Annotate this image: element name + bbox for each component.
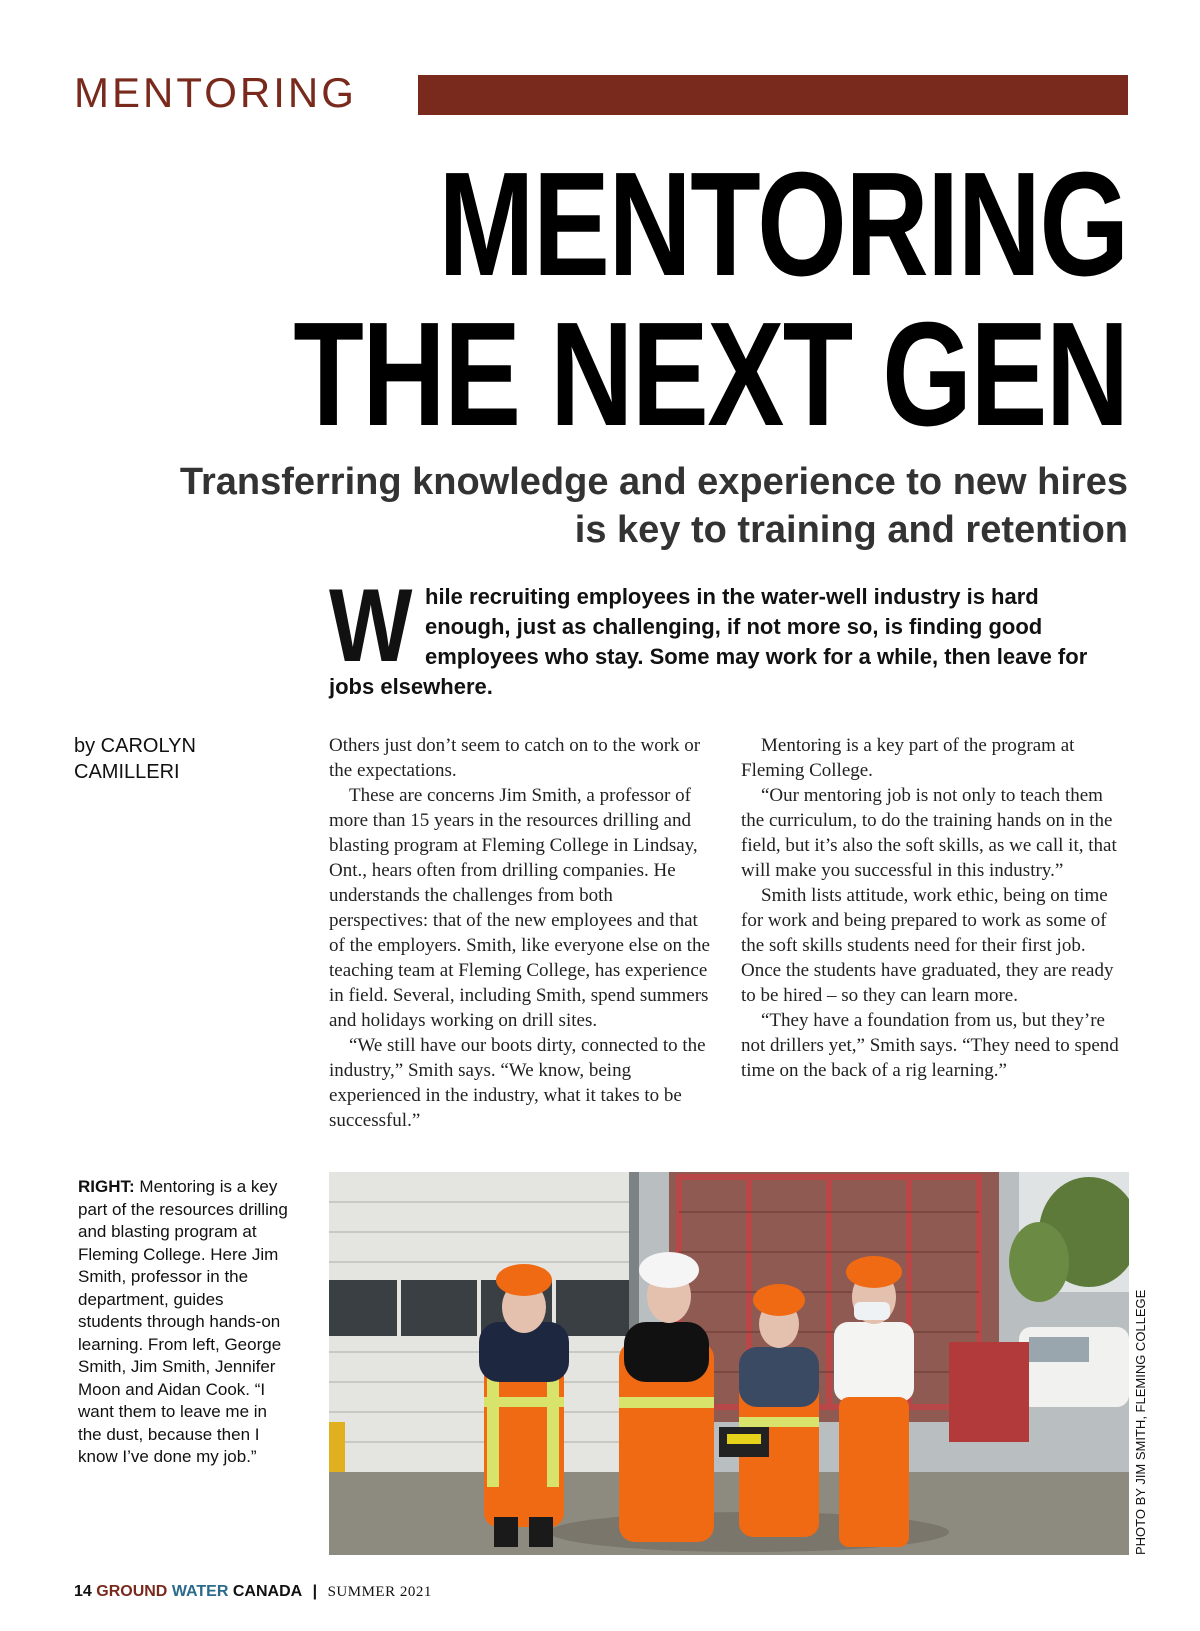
body-paragraph: Others just don’t seem to catch on to the work or the expectations. — [329, 735, 701, 781]
body-paragraph: “We still have our boots dirty, connected to the industry,” Smith says. “We know, being experienced in the industry, what it takes to be successful.” — [329, 1035, 706, 1131]
caption-lead: RIGHT: — [78, 1177, 135, 1196]
section-rule-bar — [418, 75, 1128, 115]
body-paragraph: These are concerns Jim Smith, a professor of more than 15 years in the resources drilling and blasting program at Fleming College in Lindsay, Ont., hears often from drilling companies. He understands the challenges from both perspectives: that of the new employees and that of the employers. Smith, like everyone else on the teaching team at Fleming College, has experience in field. Several, including Smith, spend summers and holidays working on drill sites. — [329, 785, 710, 1031]
article-column-1 — [329, 733, 711, 1133]
lede-paragraph — [329, 568, 1128, 702]
footer-word-canada: CANADA — [232, 1583, 303, 1600]
page-number: 14 — [74, 1583, 92, 1600]
deck-line-2: is key to training and retention — [574, 509, 1128, 551]
caption-text: Mentoring is a key part of the resources drilling and blasting program at Fleming College. Here Jim Smith, professor in the department, guides students through hands-on learning. From left, George Smith, Jim Smith, Jennifer Moon and Aidan Cook. “I want them to leave me in the dust, because then I know I’ve done my job.” — [78, 1177, 288, 1466]
headline-line-1: MENTORING — [438, 142, 1128, 307]
body-paragraph: “They have a foundation from us, but they’re not drillers yet,” Smith says. “They need to spend time on the back of a rig learning.” — [741, 1010, 1119, 1081]
body-paragraph: Mentoring is a key part of the program at Fleming College. — [741, 735, 1075, 781]
photo-caption — [78, 1176, 290, 1469]
byline-line-2: CAMILLERI — [74, 761, 180, 783]
body-paragraph: Smith lists attitude, work ethic, being on time for work and being prepared to work as some of the soft skills students need for their first job. Once the students have graduated, they are ready to be hired – so they can learn more. — [741, 885, 1114, 1006]
deck-line-1: Transferring knowledge and experience to new hires — [179, 461, 1128, 503]
page-footer — [74, 1582, 432, 1602]
lede-text: hile recruiting employees in the water-well industry is hard enough, just as challenging, if not more so, is finding good employees who stay. Some may work for a while, then leave for jobs elsewhere. — [329, 584, 1088, 699]
headline — [293, 142, 1128, 457]
section-label: MENTORING — [74, 69, 357, 116]
photo-illustration — [329, 1172, 1129, 1555]
footer-word-water: WATER — [171, 1583, 229, 1600]
issue-date: SUMMER 2021 — [327, 1584, 432, 1600]
headline-line-2: THE NEXT GEN — [293, 292, 1128, 457]
byline-line-1: by CAROLYN — [74, 735, 196, 757]
footer-separator: | — [312, 1583, 318, 1600]
body-paragraph: “Our mentoring job is not only to teach them the curriculum, to do the training hands on in the field, but it’s also the soft skills, as we call it, that will make you successful in this industry.” — [741, 785, 1117, 881]
drop-cap: W — [329, 568, 413, 684]
photo-credit: PHOTO BY JIM SMITH, FLEMING COLLEGE — [1133, 1289, 1148, 1555]
footer-word-ground: GROUND — [96, 1583, 168, 1600]
article-photo — [329, 1172, 1129, 1555]
byline — [74, 733, 196, 785]
article-column-2 — [741, 733, 1123, 1083]
deck — [128, 458, 1128, 554]
